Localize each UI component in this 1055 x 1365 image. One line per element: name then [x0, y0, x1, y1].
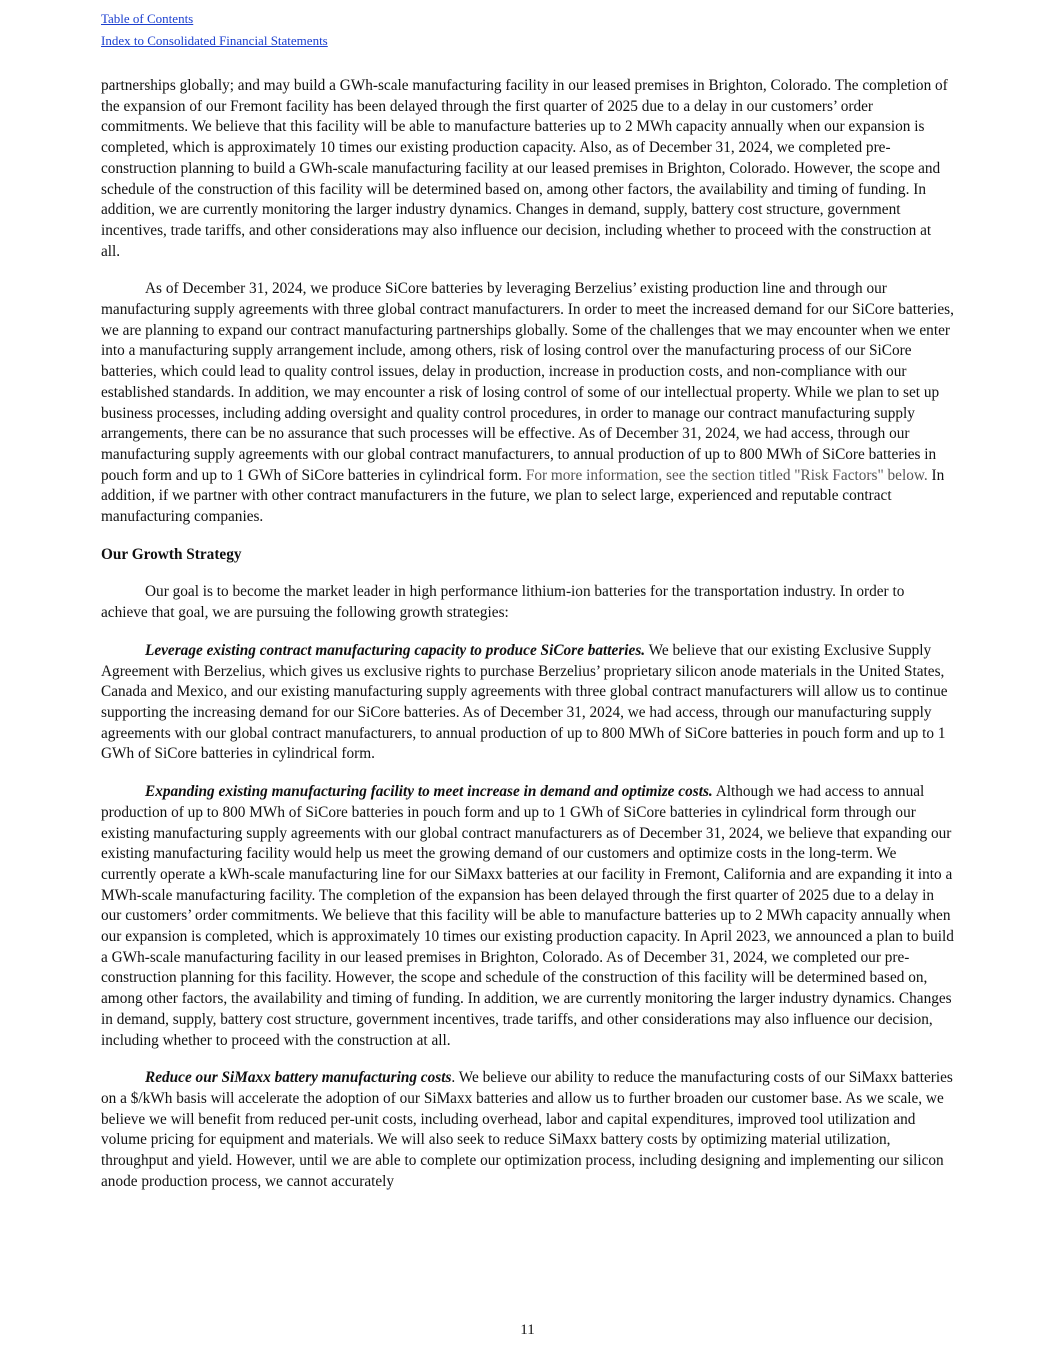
strategy-expand-facility: [101, 782, 954, 1051]
paragraph-text: As of December 31, 2024, we produce SiCore batteries by leveraging Berzelius’ existing production line and through our manufacturing supply agreements with three global contract manufacturers. In order to meet the increased demand for our SiCore batteries, we are planning to expand our contract manufacturing partnerships globally. Some of the challenges that we may encounter when we enter into a manufacturing supply arrangement include, among others, risk of losing control over the manufacturing process of our SiCore batteries, which could lead to quality control issues, delay in production, increase in production costs, and non-compliance with our established standards. In addition, we may encounter a risk of losing control of some of our intellectual property. While we plan to set up business processes, including adding oversight and quality control procedures, in order to manage our contract manufacturing supply arrangements, there can be no assurance that such processes will be effective. As of December 31, 2024, we had access, through our manufacturing supply agreements with our global contract manufacturers, to annual production of up to 800 MWh of SiCore batteries in pouch form and up to 1 GWh of SiCore batteries in cylindrical form.: [101, 280, 954, 484]
strategy-lead: Reduce our SiMaxx battery manufacturing costs: [145, 1069, 452, 1087]
page-number: 11: [520, 1322, 535, 1338]
strategy-lead: Leverage existing contract manufacturing capacity to produce SiCore batteries.: [145, 641, 646, 659]
strategy-lead: Expanding existing manufacturing facility to meet increase in demand and optimize costs.: [145, 783, 713, 801]
strategy-reduce-costs: [101, 1068, 954, 1192]
strategy-text: . We believe our ability to reduce the manufacturing costs of our SiMaxx batteries on a $/kWh basis will accelerate the adoption of our SiMaxx batteries and allow us to further broaden our customer base. As we scale, we believe we will benefit from reduced per-unit costs, including overhead, labor and capital expenditures, improved tool utilization and volume pricing for equipment and materials. We will also seek to reduce SiMaxx battery costs by optimizing material utilization, throughput and yield. However, until we are able to complete our optimization process, including designing and implementing our silicon anode production process, we cannot accurately: [101, 1069, 953, 1190]
strategy-leverage-capacity: [101, 641, 954, 765]
strategy-text: We believe that our existing Exclusive Supply Agreement with Berzelius, which gives us exclusive rights to purchase Berzelius’ proprietary silicon anode materials in the United States, Canada and Mexico, and our existing manufacturing supply agreements with three global contract manufacturers will allow us to continue supporting the increasing demand for our SiCore batteries. As of December 31, 2024, we had access, through our manufacturing supply agreements with our global contract manufacturers, to annual production of up to 800 MWh of SiCore batteries in pouch form and up to 1 GWh of SiCore batteries in cylindrical form.: [101, 641, 948, 763]
paragraph-goal: Our goal is to become the market leader in high performance lithium-ion batteries for the transportation industry. In order to achieve that goal, we are pursuing the following growth strategies:: [101, 583, 905, 622]
table-of-contents-link[interactable]: Table of Contents: [101, 11, 194, 26]
paragraph-contract-manufacturing: [101, 279, 954, 527]
paragraph-partnerships: partnerships globally; and may build a GWh-scale manufacturing facility in our leased premises in Brighton, Colorado. The completion of the expansion of our Fremont facility has been delayed through the first quarter of 2025 due to a delay in our customers’ order commitments. We believe that this facility will be able to manufacture batteries up to 2 MWh capacity annually when our expansion is completed, which is approximately 10 times our existing production capacity. Also, as of December 31, 2024, we completed pre-construction planning to build a GWh-scale manufacturing facility at our leased premises in Brighton, Colorado. However, the scope and schedule of the construction of this facility will be determined based on, among other factors, the availability and timing of funding. In addition, we are currently monitoring the larger industry dynamics. Changes in demand, supply, battery cost structure, government incentives, trade tariffs, and other considerations may also influence our decision, including whether to proceed with the construction at all.: [101, 77, 948, 260]
document-page: [101, 8, 954, 1209]
nav-links: [101, 8, 954, 52]
financial-statements-index-link[interactable]: Index to Consolidated Financial Statements: [101, 33, 328, 48]
risk-factors-reference: For more information, see the section titled "Risk Factors" below.: [525, 466, 928, 484]
document-body: [101, 76, 954, 1192]
strategy-text: Although we had access to annual production of up to 800 MWh of SiCore batteries in pouch form and up to 1 GWh of SiCore batteries in cylindrical form through our existing manufacturing supply agreements with our global contract manufacturers as of December 31, 2024, we believe that expanding our existing manufacturing facility would help us meet the growing demand of our customers and optimize costs in the long-term. We currently operate a kWh-scale manufacturing line for our SiMaxx batteries at our facility in Fremont, California and are expanding it into a MWh-scale manufacturing facility. The completion of the expansion has been delayed through the first quarter of 2025 due to a delay in our customers’ order commitments. We believe that this facility will be able to manufacture batteries up to 2 MWh capacity annually when our expansion is completed, which is approximately 10 times our existing production capacity. In April 2023, we announced a plan to build a GWh-scale manufacturing facility in our leased premises in Brighton, Colorado. As of December 31, 2024, we completed our pre-construction planning for this facility. However, the scope and schedule of the construction of this facility will be determined based on, among other factors, the availability and timing of funding. In addition, we are currently monitoring the larger industry dynamics. Changes in demand, supply, battery cost structure, government incentives, trade tariffs, and other considerations may also influence our decision, including whether to proceed with the construction at all.: [101, 783, 954, 1049]
section-heading-growth-strategy: Our Growth Strategy: [101, 545, 242, 563]
paragraph-text: In addition, if we partner with other contract manufacturers in the future, we plan to select large, experienced and reputable contract manufacturing companies.: [101, 466, 945, 526]
